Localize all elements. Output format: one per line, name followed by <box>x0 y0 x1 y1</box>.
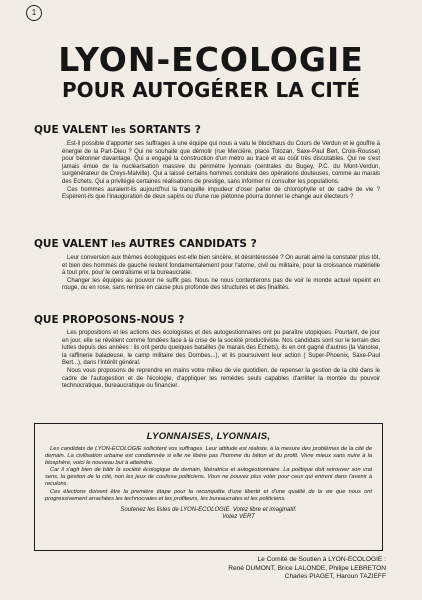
paragraph: Changer les équipes au pouvoir ne suffit pas. Nous ne nous contenterons pas de voir le monde actuel repeint en rouge, ou en rose, sans remise en cause plus profonde des structures et des finalités. <box>62 277 380 292</box>
section-heading: QUE VALENT les SORTANTS ? <box>34 124 201 136</box>
section-heading: QUE VALENT les AUTRES CANDIDATS ? <box>34 238 257 250</box>
section-propositions <box>34 314 390 391</box>
signature-block <box>228 556 386 582</box>
section-sortants <box>34 124 390 202</box>
signature-line: Charles PIAGET, Haroun TAZIEFF <box>284 573 386 581</box>
paragraph: Les candidats de LYON-ECOLOGIE sollicitent vos suffrages. Leur attitude est réaliste, à la mesure des problèmes de la cité de demain. La civilisation urbaine est condamnée si elle ne libère pas l'homme du béton et du profit. Vivre mieux sans nuire à la biosphère, voici le nouveau but à atteindre. <box>45 446 372 467</box>
paragraph: Leur conversion aux thèmes écologiques est-elle bien sincère, et désintéressée ? On aurait aimé la constater plus tôt, et bien des hommes de gauche restent fondamentalement pour l'atome, civil ou militaire, pour la croissance matérielle à tout prix, pour le centralisme et la bureaucratie. <box>62 255 380 277</box>
appeal-slogan: Soutenez les listes de LYON-ECOLOGIE. Votez libre et imaginatif. Votez VERT <box>120 506 297 521</box>
section-body <box>62 141 380 202</box>
paragraph: Nous vous proposons de reprendre en mains votre milieu de vie quotidien, de repenser la gestion de la cité dans le cadre de l'autogestion et de l'écologie, d'appliquer les remèdes seuls capables d'arrêter la montée du pouvoir technocratique, bureaucratique ou financier. <box>62 367 380 390</box>
section-autres-candidats <box>34 238 390 293</box>
appeal-heading: LYONNAISES, LYONNAIS, <box>146 431 271 442</box>
section-body <box>62 330 380 391</box>
paragraph: Est-il possible d'apporter ses suffrages à une équipe qui nous a valu le blockhaus du Cours de Verdun et le gouffre à énergie de la Part-Dieu ? Qui ne souhaite que démolir (rue Mercière, place Tolozan, Saxe-Paul Bert, Croix-Rousse) pour bétonner davantage. Qui a engagé la construction d'un métro au tracé et au coût très discutables. Qui ne s'est jamais émue de la nucléarisation massive du périmètre lyonnais (centrales du Bugey, P.C. du Mont-Verdun, surgénérateur de Creys-Malville). Qui a laissé certains hommes conduire des opérations douteuses, comme au marais des Echets. Qui a privilégié certaines réalisations de prestige, sans informer ni consulter les populations. <box>62 141 380 185</box>
signature-line: René DUMONT, Brice LALONDE, Philipe LEBRETON <box>228 564 386 572</box>
paragraph: Car il s'agit bien de bâtir la société écologique de demain, libératrice et autogestionnaire. La politique doit retrouver son vrai sens, la gestion de la cité, non les jeux de coulisse politiciens. Vous ne pouvez plus voter pour ceux qui entrent dans l'avenir à reculons. <box>45 467 372 488</box>
appeal-body <box>35 442 382 503</box>
section-body <box>62 255 380 293</box>
page-number: 1 <box>26 5 42 21</box>
masthead <box>0 42 422 102</box>
subtitle: POUR AUTOGÉRER LA CITÉ <box>61 78 361 102</box>
appeal-box <box>34 423 383 551</box>
signature-line: Le Comité de Soutien à LYON-ECOLOGIE : <box>257 556 386 563</box>
section-heading: QUE PROPOSONS-NOUS ? <box>34 314 185 326</box>
paragraph: Ces hommes auraient-ils aujourd'hui la tranquille impudeur d'oser parler de chlorophylle et de cadre de vie ? Espèrent-ils que l'inauguration de deux sapins ou d'une rue piétonne pourra donner le change aux électeurs ? <box>62 186 380 201</box>
paragraph: Ces élections doivent être la première étape pour la reconquête d'une liberté et d'une qualité de la vie que nous ont progressivement arrachées les technocrates et les profiteurs, les bureaucrates et les politiciens. <box>45 488 372 502</box>
paragraph: Les propositions et les actions des écologistes et des autogestionnaires ont pu paraître utopiques. Pourtant, de jour en jour, elle se révèlent comme fondées face à la crise de la société productiviste. Nos candidats sont sur le terrain des luttes depuis des années : ils ont perdu quelques batailles (le marais des Echets), ils en ont gagné d'autres (la Vanoise, la raffinerie baladeuse, le camp militaire des Dombes...), et ils poursuivent leur action ( Super-Phoenix, Saxe-Paul Bert...), dans l'intérêt général. <box>62 330 380 367</box>
main-title: LYON-ECOLOGIE <box>58 40 364 79</box>
